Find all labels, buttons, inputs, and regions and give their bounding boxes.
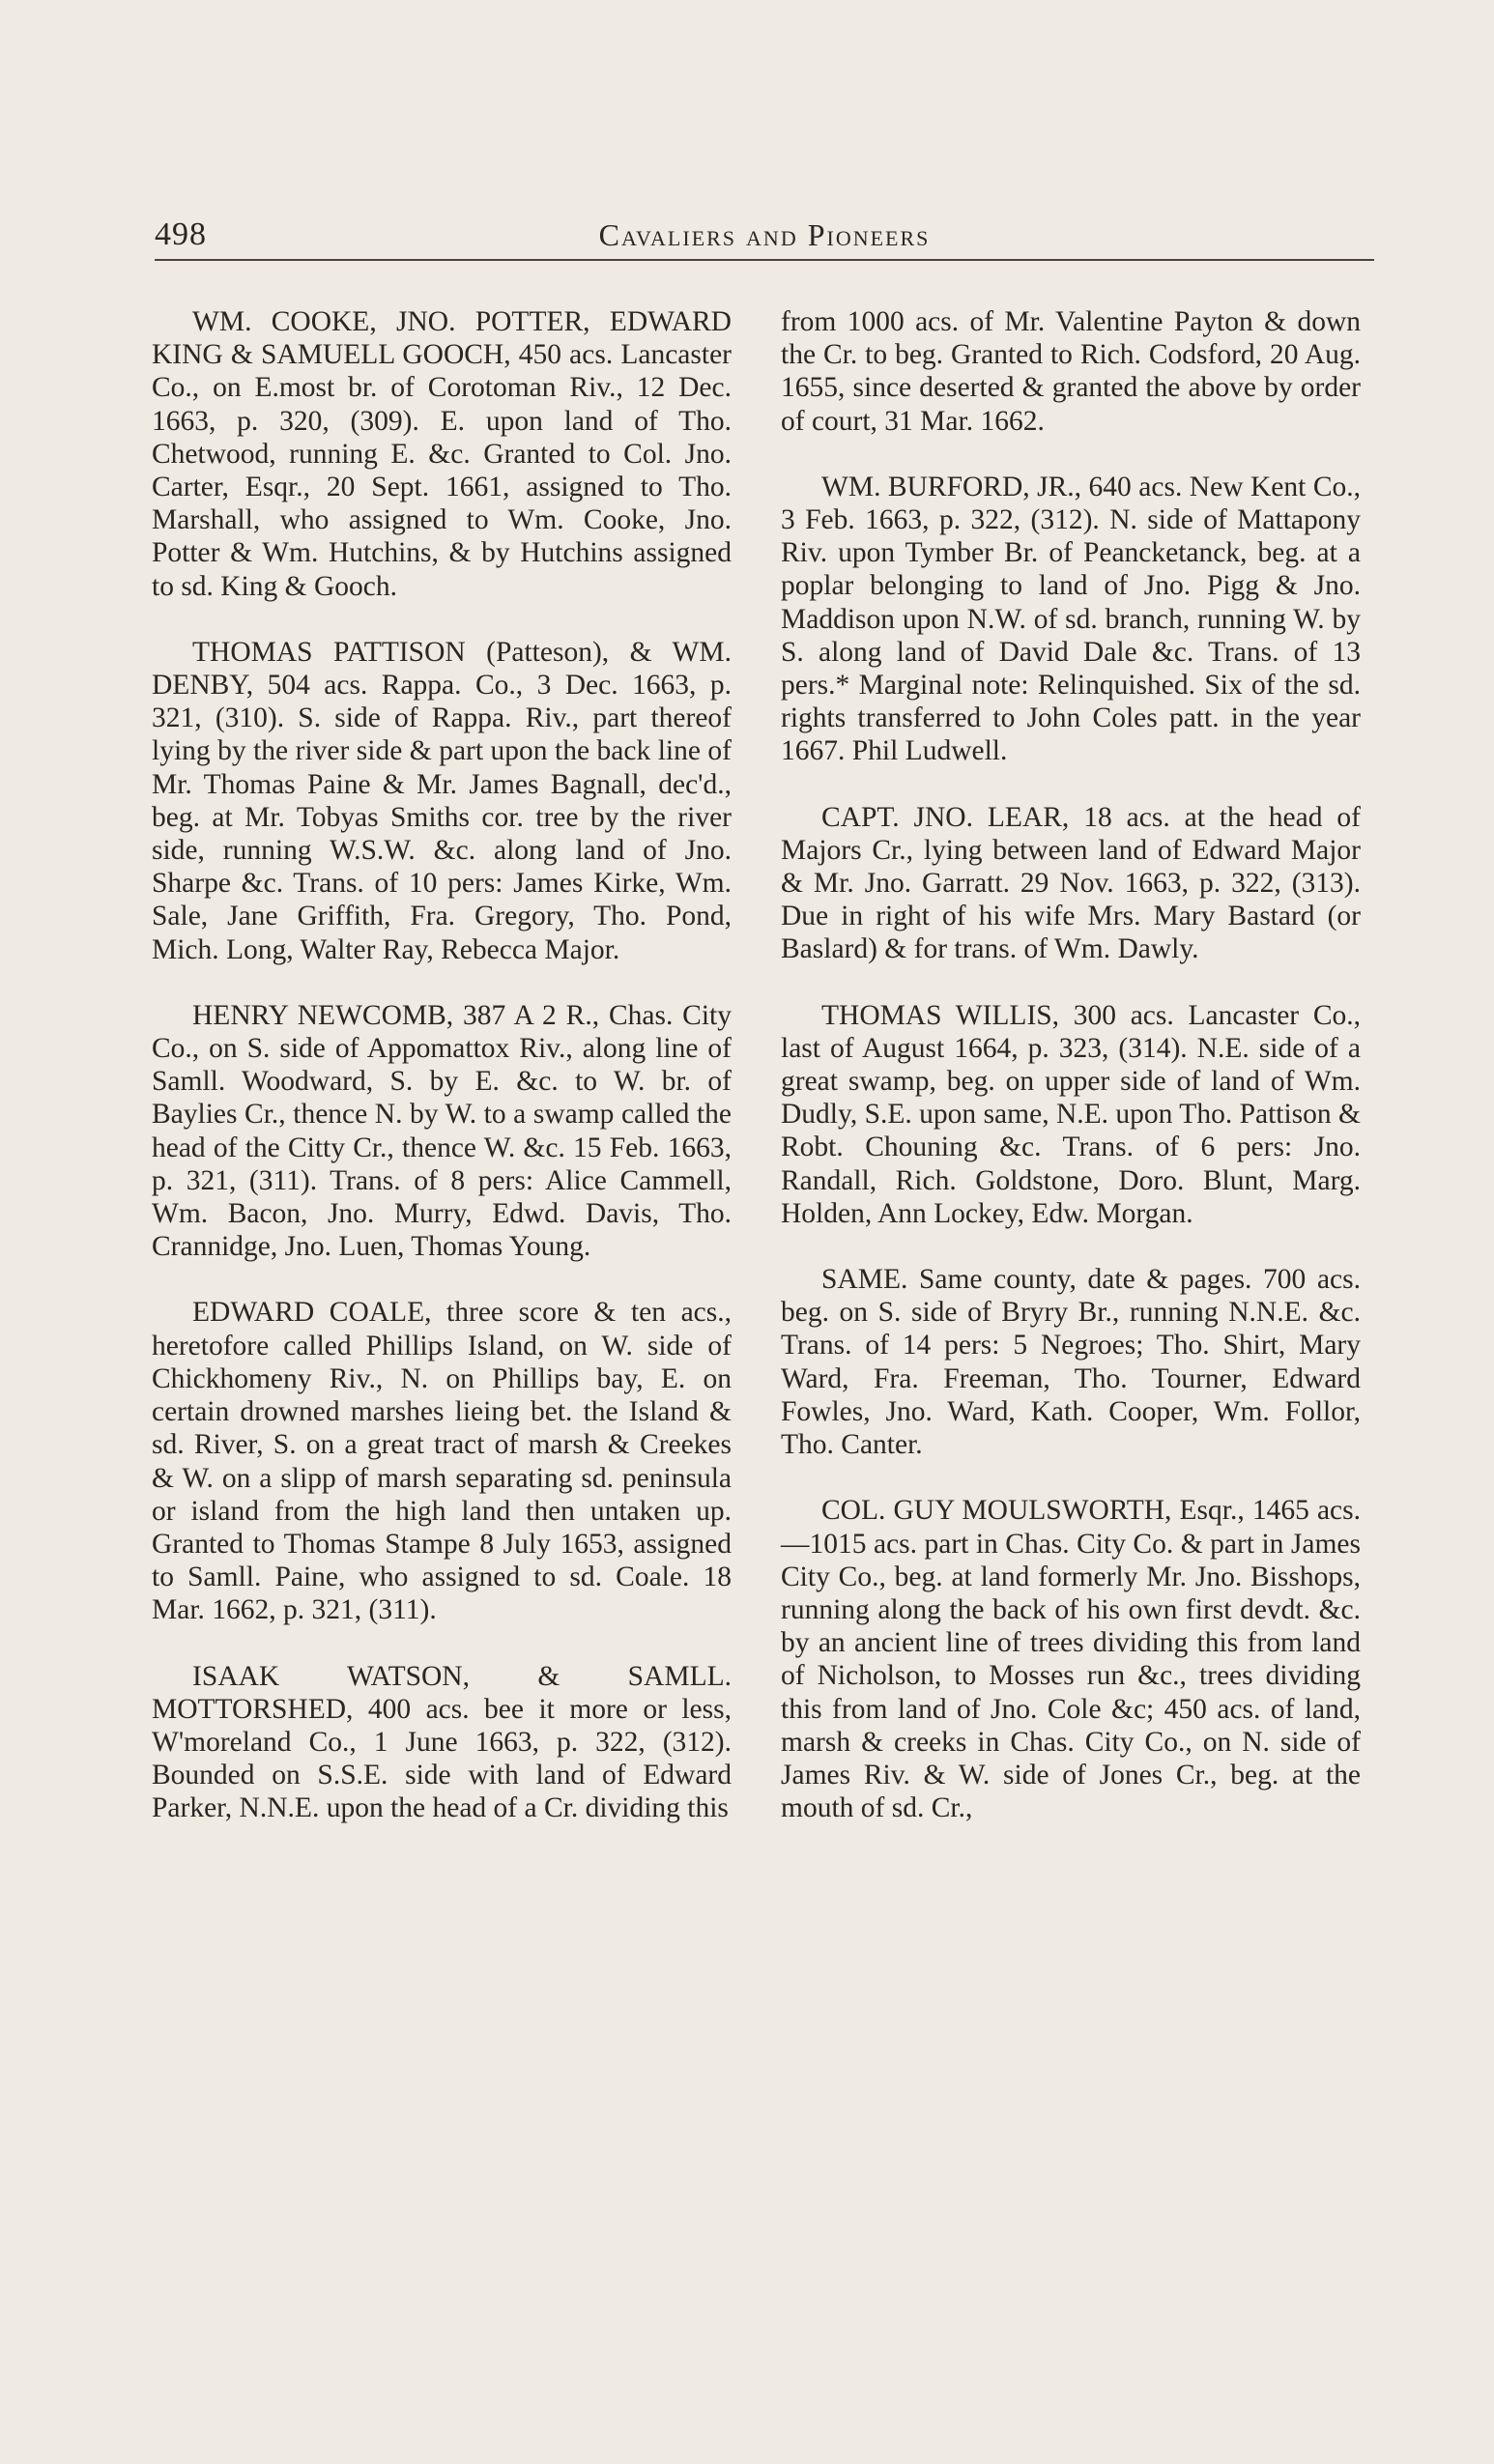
entry-willis: THOMAS WILLIS, 300 acs. Lancaster Co., last of August 1664, p. 323, (314). N.E. side of a great swamp, beg. on upper side of land of Wm. Dudly, S.E. upon same, N.E. upon Tho. Pattison & Robt. Chouning &c. Trans. of 6 pers: Jno. Randall, Rich. Goldstone, Doro. Blunt, Marg. Holden, Ann Lockey, Edw. Morgan. (781, 999, 1361, 1229)
right-column (781, 305, 1361, 1824)
entry-coale: EDWARD COALE, three score & ten acs., heretofore called Phillips Island, on W. side of Chickhomeny Riv., N. on Phillips bay, E. on certain drowned marshes lieing bet. the Island & sd. River, S. on a great tract of marsh & Creekes & W. on a slipp of marsh separating sd. peninsula or island from the high land then untaken up. Granted to Thomas Stampe 8 July 1653, assigned to Samll. Paine, who assigned to sd. Coale. 18 Mar. 1662, p. 321, (311). (152, 1297, 732, 1626)
left-column (152, 305, 732, 1825)
entry-same: SAME. Same county, date & pages. 700 acs. beg. on S. side of Bryry Br., running N.N.E. &c. Trans. of 14 pers: 5 Negroes; Tho. Shirt, Mary Ward, Fra. Freeman, Tho. Tourner, Edward Fowles, Jno. Ward, Kath. Cooper, Wm. Follor, Tho. Canter. (781, 1264, 1361, 1461)
entry-pattison-denby: THOMAS PATTISON (Patteson), & WM. DENBY, 504 acs. Rappa. Co., 3 Dec. 1663, p. 321, (310). S. side of Rappa. Riv., part thereof lying by the river side & part upon the back line of Mr. Thomas Paine & Mr. James Bagnall, dec'd., beg. at Mr. Tobyas Smiths cor. tree by the river side, running W.S.W. &c. along land of Jno. Sharpe &c. Trans. of 10 pers: James Kirke, Wm. Sale, Jane Griffith, Fra. Gregory, Tho. Pond, Mich. Long, Walter Ray, Rebecca Major. (152, 636, 732, 965)
entry-cooke-potter-king-gooch: WM. COOKE, JNO. POTTER, EDWARD KING & SAMUELL GOOCH, 450 acs. Lancaster Co., on E.most br. of Corotoman Riv., 12 Dec. 1663, p. 320, (309). E. upon land of Tho. Chetwood, running E. &c. Granted to Col. Jno. Carter, Esqr., 20 Sept. 1661, assigned to Tho. Marshall, who assigned to Wm. Cooke, Jno. Potter & Wm. Hutchins, & by Hutchins assigned to sd. King & Gooch. (152, 306, 732, 602)
running-title: Cavaliers and Pioneers (598, 217, 931, 252)
entry-watson-mottorshed: ISAAK WATSON, & SAMLL. MOTTORSHED, 400 acs. bee it more or less, W'moreland Co., 1 June 1663, p. 322, (312). Bounded on S.S.E. side with land of Edward Parker, N.N.E. upon the head of a Cr. dividing this (152, 1660, 732, 1824)
header-rule (155, 259, 1374, 261)
entry-watson-mottorshed-continued: from 1000 acs. of Mr. Valentine Payton & down the Cr. to beg. Granted to Rich. Codsford, 20 Aug. 1655, since deserted & granted the above by order of court, 31 Mar. 1662. (781, 306, 1361, 437)
entry-newcomb: HENRY NEWCOMB, 387 A 2 R., Chas. City Co., on S. side of Appomattox Riv., along line of Samll. Woodward, S. by E. &c. to W. br. of Baylies Cr., thence N. by W. to a swamp called the head of the Citty Cr., thence W. &c. 15 Feb. 1663, p. 321, (311). Trans. of 8 pers: Alice Cammell, Wm. Bacon, Jno. Murry, Edwd. Davis, Tho. Crannidge, Jno. Luen, Thomas Young. (152, 999, 732, 1263)
page-number: 498 (155, 216, 207, 252)
entry-moulsworth: COL. GUY MOULSWORTH, Esqr., 1465 acs.—1015 acs. part in Chas. City Co. & part in James City Co., beg. at land formerly Mr. Jno. Bisshops, running along the back of his own first devdt. &c. by an ancient line of trees dividing this from land of Nicholson, to Mosses run &c., trees dividing this from land of Jno. Cole &c; 450 acs. of land, marsh & creeks in Chas. City Co., on N. side of James Riv. & W. side of Jones Cr., beg. at the mouth of sd. Cr., (781, 1495, 1361, 1824)
entry-lear: CAPT. JNO. LEAR, 18 acs. at the head of Majors Cr., lying between land of Edward Major & Mr. Jno. Garratt. 29 Nov. 1663, p. 322, (313). Due in right of his wife Mrs. Mary Bastard (or Baslard) & for trans. of Wm. Dawly. (781, 801, 1361, 965)
page-header (155, 205, 1374, 253)
entry-burford: WM. BURFORD, JR., 640 acs. New Kent Co., 3 Feb. 1663, p. 322, (312). N. side of Mattapony Riv. upon Tymber Br. of Peancketanck, beg. at a poplar belonging to land of Jno. Pigg & Jno. Maddison upon N.W. of sd. branch, running W. by S. along land of David Dale &c. Trans. of 13 pers.* Marginal note: Relinquished. Six of the sd. rights transferred to John Coles patt. in the year 1667. Phil Ludwell. (781, 471, 1361, 767)
